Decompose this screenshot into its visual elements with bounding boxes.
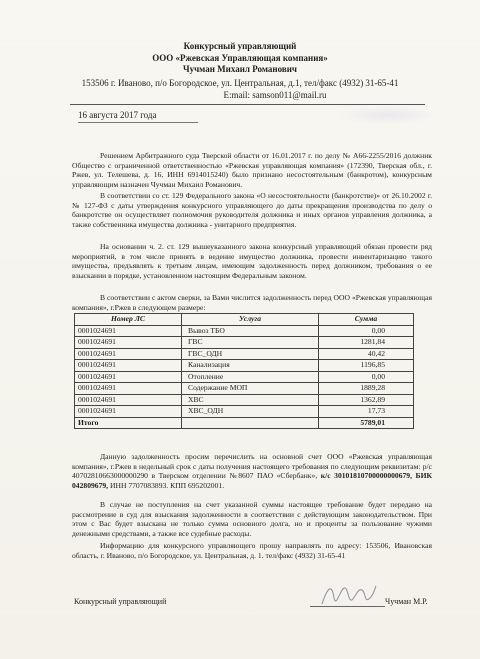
signatory-name: Чучман М.Р. (385, 597, 428, 606)
table-row (75, 371, 414, 383)
cell-sum: 1196,85 (319, 360, 414, 372)
cell-account: 0001024691 (75, 337, 182, 349)
cell-account: 0001024691 (75, 360, 182, 372)
cell-sum: 1281,84 (319, 337, 414, 349)
paragraph-debt-intro: В соответствии с актом сверки, за Вами числится задолженность перед ООО «Ржевская управляющая компания», г.Ржев в следующем размере: (72, 293, 432, 312)
table-row (75, 383, 414, 395)
total-empty-cell (182, 417, 319, 429)
paragraph-court-warning: В случае не поступления на счет указанной суммы настоящее требование будет передано на рассмотрение в суд для взыскания задолженности в соответствии с действующим законодательством. При этом с Вас будет взыскана не только сумма основного долга, но и проценты за пользование чужими денежными средствами, а также все судебные расходы. (72, 500, 432, 538)
cell-service: ХВС (182, 394, 319, 406)
total-label: Итого (75, 417, 182, 429)
table-total-row (75, 417, 414, 429)
header-divider (70, 104, 425, 105)
cell-service: Вывоз ТБО (182, 325, 319, 337)
cell-account: 0001024691 (75, 406, 182, 418)
table-row (75, 325, 414, 337)
cell-service: Содержание МОП (182, 383, 319, 395)
cell-sum: 1889,28 (319, 383, 414, 395)
cell-service: ХВС_ОДН (182, 406, 319, 418)
signatory-title: Конкурсный управляющий (74, 597, 167, 606)
paragraph-contact-address: Информацию для конкурсного управляющего прошу направлять по адресу: 153506, Ивановская область, г. Иваново, п/о Богородское, ул. Центральная, д. 1. тел/факс (4932) 31-65-41 (72, 541, 432, 560)
table-row (75, 360, 414, 372)
paragraph-obligations: На основании ч. 2. ст. 129 вышеуказанного закона конкурсный управляющий обязан провести ряд мероприятий, в том числе принять в ведение имущество должника, провести инвентаризацию такого имущества, предъявлять к третьим лицам, имеющим задолженность перед должником, требования о ее взыскании в порядке, установленном настоящим Федеральным законом. (72, 242, 432, 280)
table-row (75, 348, 414, 360)
cell-service: Отопление (182, 371, 319, 383)
cell-sum: 40,42 (319, 348, 414, 360)
paragraph-payment-details (72, 452, 432, 490)
table-row (75, 406, 414, 418)
letterhead-email: E:mail: samson011@mail.ru (223, 90, 327, 100)
table-row (75, 394, 414, 406)
debt-table (74, 313, 414, 429)
redacted-area (340, 106, 435, 124)
cell-sum: 0,00 (319, 325, 414, 337)
cell-account: 0001024691 (75, 394, 182, 406)
cell-sum: 1362,89 (319, 394, 414, 406)
letterhead-name: Чучман Михаил Романович (183, 64, 297, 74)
date-underline (78, 122, 198, 123)
letter-date: 16 августа 2017 года (78, 110, 157, 120)
bank-details-bold: к/с 30101810700000000679, БИК 042809679, (72, 471, 432, 490)
column-header-service: Услуга (182, 314, 319, 326)
cell-account: 0001024691 (75, 371, 182, 383)
total-sum: 5789,01 (319, 417, 414, 429)
letterhead-address: 153506 г. Иваново, п/о Богородское, ул. Центральная, д.1, тел/факс (4932) 31-65-41 (81, 77, 399, 88)
cell-account: 0001024691 (75, 348, 182, 360)
letterhead-title: Конкурсный управляющий (183, 41, 297, 51)
table-header-row (75, 314, 414, 326)
cell-sum: 0,00 (319, 371, 414, 383)
letterhead (0, 41, 480, 102)
cell-service: ГВС (182, 337, 319, 349)
column-header-sum: Сумма (319, 314, 414, 326)
column-header-account: Номер ЛС (75, 314, 182, 326)
table-row (75, 337, 414, 349)
letterhead-company: ООО «Ржевская Управляющая компания» (152, 52, 328, 63)
paragraph-law-129: В соответствии со ст. 129 Федерального закона «О несостоятельности (банкротстве)» от 26.10.2002 г. № 127-ФЗ с даты утверждения конкурсного управляющего до даты прекращения производства по делу о банкротстве он осуществляет полномочия руководителя должника и иных органов управления должника, а также собственника имущества должника - унитарного предприятия. (72, 191, 432, 229)
payment-text-tail: ИНН 7707083893. КПП 695202001. (108, 480, 225, 490)
cell-service: ГВС_ОДН (182, 348, 319, 360)
cell-account: 0001024691 (75, 325, 182, 337)
cell-sum: 17,73 (319, 406, 414, 418)
cell-service: Канализация (182, 360, 319, 372)
cell-account: 0001024691 (75, 383, 182, 395)
payment-text: Данную задолженность просим перечислить на основной счет ООО «Ржевская управляющая компания», г.Ржев в недельный срок с даты получения настоящего требования по следующим реквизитам: р/с 40702810663000000290 в Тверском отделении №8607 ПАО «Сбербанк», (72, 452, 432, 481)
paragraph-court-decision: Решением Арбитражного суда Тверской области от 16.01.2017 г. по делу № А66-2255/2016 должник Общество с ограниченной ответственностью «Ржевская управляющая компания» (172390, Тверская обл., г. Ржев, ул. Телешева, д. 16, ИНН 6914015240) было признано несостоятельным (банкротом), конкурсным управляющим назначен Чучман Михаил Романович. (72, 151, 432, 189)
signature-line (310, 606, 385, 607)
